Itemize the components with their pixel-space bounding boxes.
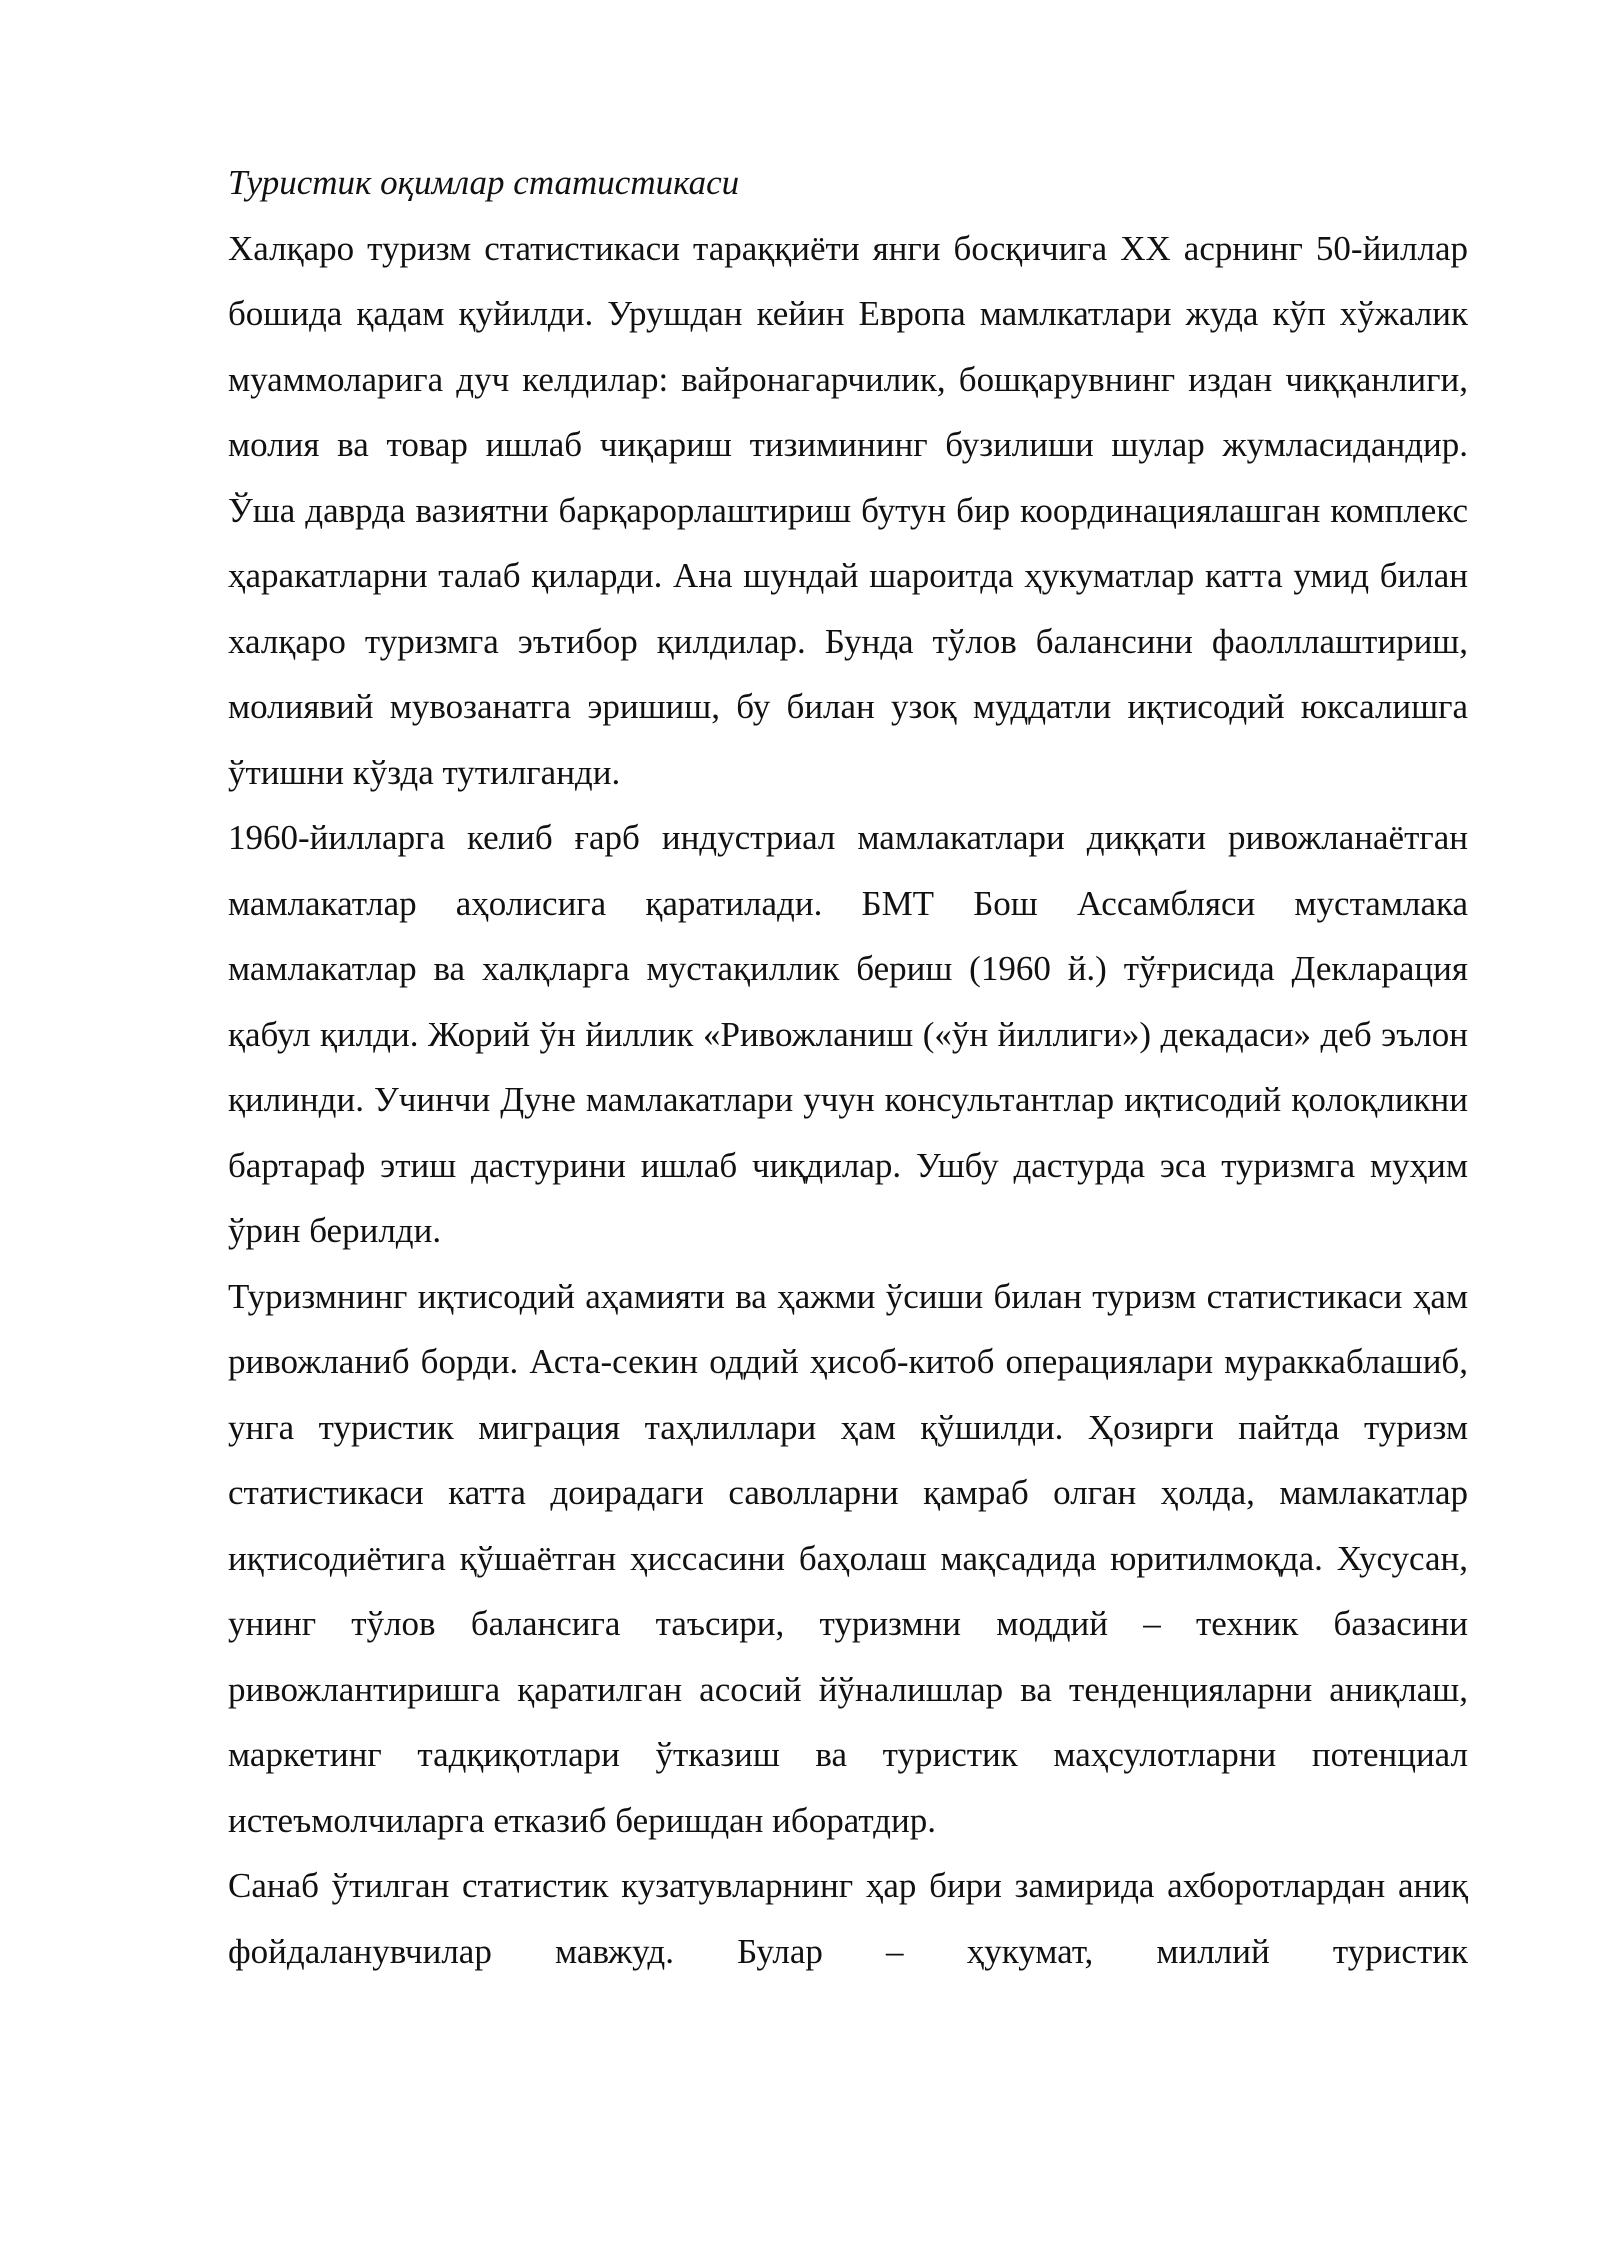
section-heading: Туристик оқимлар статистикаси (228, 163, 740, 202)
paragraph-3: Туризмнинг иқтисодий аҳамияти ва ҳажми ўсиши билан туризм статистикаси ҳам ривожланиб борди. Аста-секин оддий ҳисоб-китоб операциялари мураккаблашиб, унга туристик миграция таҳлиллари ҳам қўшилди. Ҳозирги пайтда туризм статистикаси катта доирадаги саволларни қамраб олган ҳолда, мамлакатлар иқтисодиётига қўшаётган ҳиссасини баҳолаш мақсадида юритилмоқда. Хусусан, унинг тўлов балансига таъсири, туризмни моддий – техник базасини ривожлантиришга қаратилган асосий йўналишлар ва тенденцияларни аниқлаш, маркетинг тадқиқотлари ўтказиш ва туристик маҳсулотларни потенциал истеъмолчиларга етказиб беришдан иборатдир. (228, 1276, 1468, 1840)
paragraph-1: Халқаро туризм статистикаси тараққиёти янги босқичига XX асрнинг 50-йиллар бошида қадам қуйилди. Урушдан кейин Европа мамлкатлари жуда кўп хўжалик муаммоларига дуч келдилар: вайронагарчилик, бошқарувнинг издан чиққанлиги, молия ва товар ишлаб чиқариш тизимининг бузилиши шулар жумласидандир. Ўша даврда вазиятни барқарорлаштириш бутун бир координациялашган комплекс ҳаракатларни талаб қиларди. Ана шундай шароитда ҳукуматлар катта умид билан халқаро туризмга эътибор қилдилар. Бунда тўлов балансини фаолллаштириш, молиявий мувозанатга эришиш, бу билан узоқ муддатли иқтисодий юксалишга ўтишни кўзда тутилганди. (228, 228, 1468, 792)
paragraph-2: 1960-йилларга келиб ғарб индустриал мамлакатлари диққати ривожланаётган мамлакатлар аҳолисига қаратилади. БМТ Бош Ассамбляси мустамлака мамлакатлар ва халқларга мустақиллик бериш (1960 й.) тўғрисида Декларация қабул қилди. Жорий ўн йиллик «Ривожланиш («ўн йиллиги») декадаси» деб эълон қилинди. Учинчи Дуне мамлакатлари учун консультантлар иқтисодий қолоқликни бартараф этиш дастурини ишлаб чиқдилар. Ушбу дастурда эса туризмга муҳим ўрин берилди. (228, 818, 1468, 1250)
paragraph-4: Санаб ўтилган статистик кузатувларнинг ҳар бири замирида ахборотлардан аниқ фойдаланувчилар мавжуд. Булар – ҳукумат, миллий туристик (228, 1866, 1468, 1971)
document-body (228, 150, 1468, 1984)
